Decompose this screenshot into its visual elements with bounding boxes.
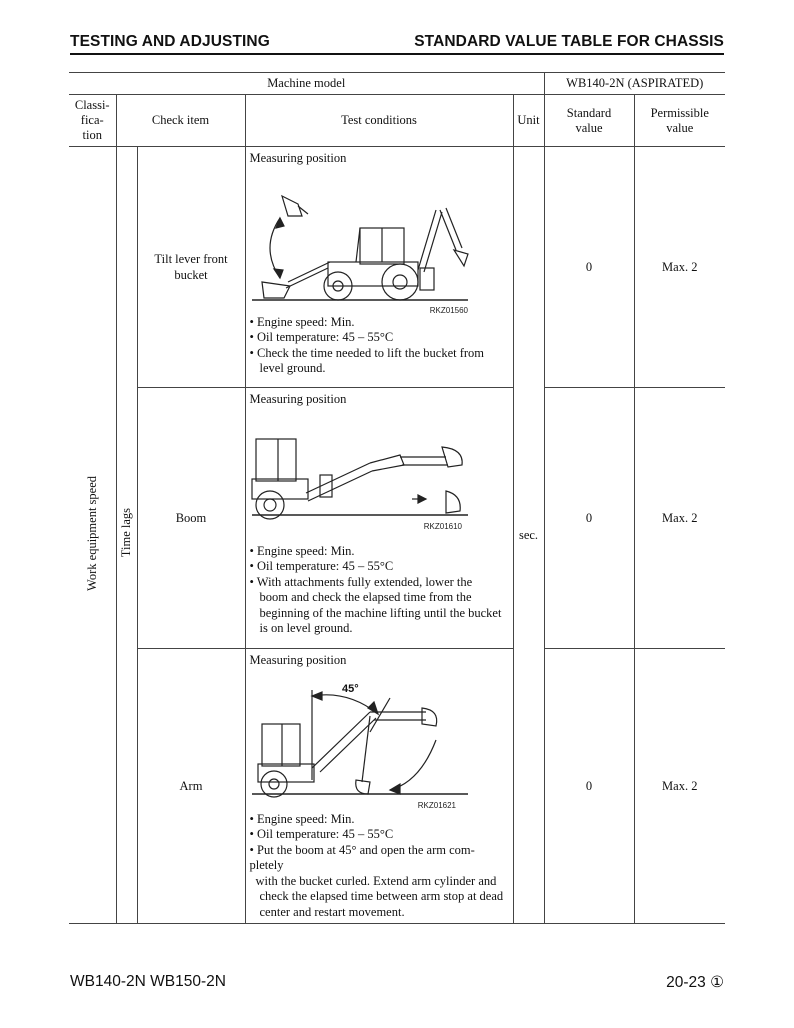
classification-label: Work equipment speed (84, 475, 99, 591)
check-item-boom: Boom (137, 388, 245, 649)
measuring-position-label: Measuring position (249, 151, 347, 165)
condition-item: check the elapsed time between arm stop at dead (259, 889, 504, 903)
col-header-standard-value: Standard value (544, 95, 634, 147)
column-header-row (69, 95, 725, 147)
condition-item: • Engine speed: Min. (249, 543, 355, 558)
tilt-bucket-figure (250, 170, 470, 315)
condition-item: • Check the time needed to lift the bucket from (249, 345, 485, 360)
permissible-value-tilt-bucket: Max. 2 (634, 147, 725, 388)
condition-item: • Put the boom at 45° and open the arm com- (249, 842, 475, 857)
table-row (69, 388, 725, 649)
condition-item: pletely (249, 858, 284, 872)
footer-page-number: 20-23 ① (666, 974, 724, 991)
condition-item: • Engine speed: Min. (249, 811, 355, 826)
condition-item: center and restart movement. (259, 904, 405, 919)
condition-item: is on level ground. (259, 621, 353, 635)
unit-cell: sec. (513, 147, 544, 924)
machine-model-value: WB140-2N (ASPIRATED) (544, 73, 725, 95)
standard-value-table (69, 72, 725, 924)
standard-value-arm: 0 (544, 649, 634, 924)
test-conditions-boom (245, 388, 513, 649)
boom-figure (250, 411, 470, 544)
angle-label: 45° (341, 682, 359, 695)
condition-item: • Oil temperature: 45 – 55°C (249, 827, 394, 841)
condition-item: • Engine speed: Min. (249, 314, 355, 329)
col-header-permissible-value: Permissible value (634, 95, 725, 147)
figure-code-tilt-bucket: RKZ01560 (429, 305, 468, 315)
header-page-title: STANDARD VALUE TABLE FOR CHASSIS (414, 33, 724, 50)
permissible-value-arm: Max. 2 (634, 649, 725, 924)
check-item-arm: Arm (137, 649, 245, 924)
machine-model-label: Machine model (69, 73, 544, 95)
col-header-check-item: Check item (116, 95, 245, 147)
standard-value-tilt-bucket: 0 (544, 147, 634, 388)
subclassification-label: Time lags (119, 508, 133, 558)
conditions-list (250, 812, 510, 921)
col-header-test-conditions: Test conditions (245, 95, 513, 147)
permissible-value-boom: Max. 2 (634, 388, 725, 649)
figure-code-arm: RKZ01621 (417, 800, 456, 810)
condition-item: • Oil temperature: 45 – 55°C (249, 330, 394, 344)
condition-item: • With attachments fully extended, lower the (249, 574, 473, 589)
conditions-list (250, 544, 510, 637)
condition-item: • Oil temperature: 45 – 55°C (249, 559, 394, 573)
test-conditions-tilt-bucket (245, 147, 513, 388)
col-header-unit: Unit (513, 95, 544, 147)
condition-item: level ground. (259, 361, 326, 375)
test-conditions-arm (245, 649, 513, 924)
table-row (69, 147, 725, 388)
measuring-position-label: Measuring position (249, 392, 347, 406)
condition-item: boom and check the elapsed time from the (259, 590, 472, 604)
subclassification-cell (116, 147, 137, 924)
classification-cell (69, 147, 116, 924)
header-rule (70, 53, 724, 55)
check-item-tilt-bucket: Tilt lever front bucket (137, 147, 245, 388)
conditions-list (250, 315, 510, 377)
machine-model-row (69, 73, 725, 95)
col-header-classification: Classi- fica- tion (69, 95, 116, 147)
measuring-position-label: Measuring position (249, 653, 347, 667)
condition-item: beginning of the machine lifting until the bucket (259, 605, 502, 620)
header-section-title: TESTING AND ADJUSTING (70, 33, 270, 50)
table-row (69, 649, 725, 924)
arm-figure (250, 672, 470, 812)
condition-item: with the bucket curled. Extend arm cylinder and (255, 873, 497, 888)
figure-code-boom: RKZ01610 (423, 521, 462, 531)
standard-value-boom: 0 (544, 388, 634, 649)
footer-model: WB140-2N WB150-2N (70, 973, 226, 990)
